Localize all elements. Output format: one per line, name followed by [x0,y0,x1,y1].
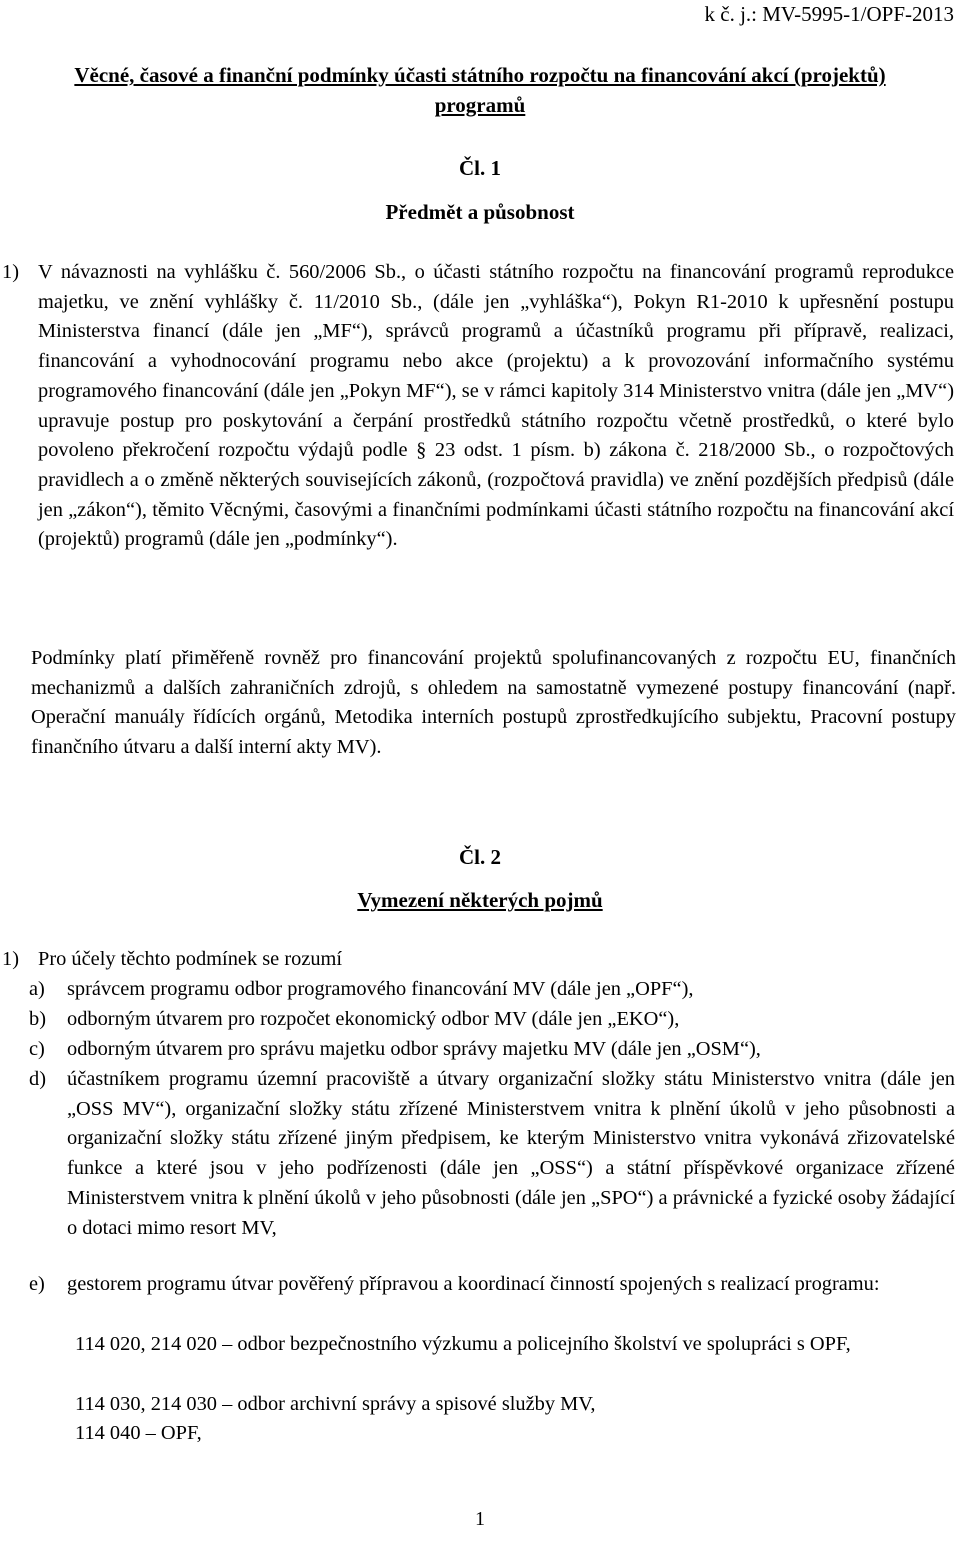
subitem-letter-e: e) [29,1273,45,1295]
article-1-number: Čl. 1 [459,156,501,180]
article-1-paragraph-2: Podmínky platí přiměřeně rovněž pro financování projektů spolufinancovaných z rozpočtu EU, finančních mechanizmů a dalších zahraničních zdrojů, s ohledem na samostatně vymezené postupy financování (např. Operační manuály řídících orgánů, Metodika interních postupů zprostředkujícího subjektu, Pracovní postupy finančního útvaru a další interní akty MV). [31,647,956,759]
subitem-text-d: účastníkem programu územní pracoviště a útvary organizační složky státu Ministerstvo vnitra (dále jen „OSS MV“), organizační složky státu zřízené Ministerstvem vnitra k plnění úkolů v jeho působnosti a organizační složky státu zřízené jiným předpisem, ke kterým Ministerstvo vnitra vykonává zřizovatelské funkce a které jsou v jeho podřízenosti (dále jen „OSS“) a státní příspěvkové organizace zřízené Ministerstvem vnitra k plnění úkolů v jeho působnosti (dále jen „SPO“) a právnické a fyzické osoby žádající o dotaci mimo resort MV, [67,1068,955,1239]
subitem-letter-c: c) [29,1038,45,1060]
article-1-item-number: 1) [2,261,19,283]
article-2-heading: Vymezení některých pojmů [357,888,603,912]
subitem-letter-b: b) [29,1008,46,1030]
subitem-letter-a: a) [29,978,45,1000]
subitem-text-a: správcem programu odbor programového financování MV (dále jen „OPF“), [67,978,694,1000]
document-reference: k č. j.: MV-5995-1/OPF-2013 [704,2,954,26]
gestor-line-2: 114 030, 214 030 – odbor archivní správy a spisové služby MV, [75,1393,596,1415]
page-number: 1 [475,1508,485,1530]
article-2-item-number: 1) [2,948,19,970]
gestor-line-3: 114 040 – OPF, [75,1422,202,1444]
gestor-line-1: 114 020, 214 020 – odbor bezpečnostního výzkumu a policejního školství ve spolupráci s OPF, [75,1333,851,1355]
subitem-text-c: odborným útvarem pro správu majetku odbor správy majetku MV (dále jen „OSM“), [67,1038,761,1060]
article-1-heading: Předmět a působnost [385,200,575,224]
article-2-number: Čl. 2 [459,845,501,869]
subitem-text-b: odborným útvarem pro rozpočet ekonomický odbor MV (dále jen „EKO“), [67,1008,680,1030]
article-2-item-text: Pro účely těchto podmínek se rozumí [38,948,343,970]
subitem-text-e: gestorem programu útvar pověřený přípravou a koordinací činností spojených s realizací programu: [67,1273,880,1295]
document-title: Věcné, časové a finanční podmínky účasti státního rozpočtu na financování akcí (projektů) programů [74,63,886,117]
subitem-letter-d: d) [29,1068,46,1090]
article-1-item-text: V návaznosti na vyhlášku č. 560/2006 Sb., o účasti státního rozpočtu na financování programů reprodukce majetku, ve znění vyhlášky č. 11/2010 Sb., (dále jen „vyhláška“), Pokyn R1-2010 k upřesnění postupu Ministerstva financí (dále jen „MF“), správců programů a účastníků programu při přípravě, realizaci, financování a vyhodnocování programu nebo akce (projektu) a k provozování informačního systému programového financování (dále jen „Pokyn MF“), se v rámci kapitoly 314 Ministerstvo vnitra (dále jen „MV“) upravuje postup pro poskytování a čerpání prostředků státního rozpočtu včetně prostředků, o které bylo povoleno překročení rozpočtu výdajů podle § 23 odst. 1 písm. b) zákona č. 218/2000 Sb., o rozpočtových pravidlech a o změně některých souvisejících zákonů, (rozpočtová pravidla) ve znění pozdějších předpisů (dále jen „zákon“), těmito Věcnými, časovými a finančními podmínkami účasti státního rozpočtu na financování akcí (projektů) programů (dále jen „podmínky“). [38,261,954,551]
